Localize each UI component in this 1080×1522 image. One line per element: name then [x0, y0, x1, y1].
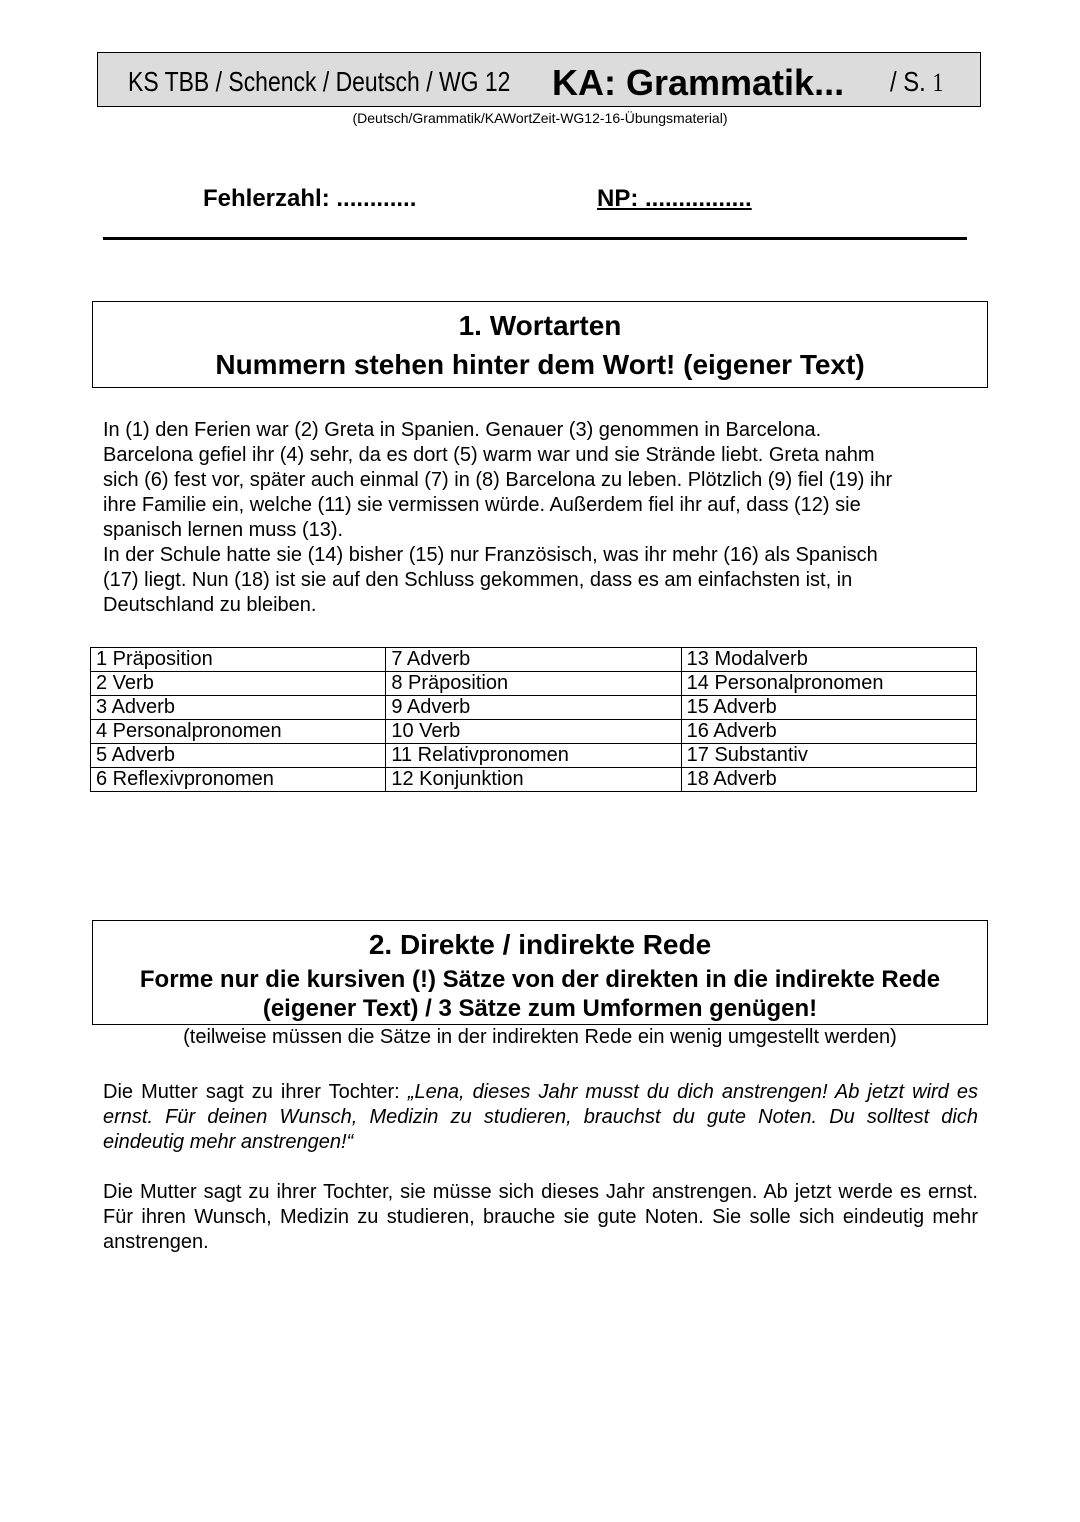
table-cell: 9 Adverb [386, 696, 681, 720]
text-line: Barcelona gefiel ihr (4) sehr, da es dort (5) warm war und sie Strände liebt. Greta nahm [103, 444, 875, 466]
table-cell: 12 Konjunktion [386, 768, 681, 792]
table-row [91, 648, 977, 672]
text-line: (17) liegt. Nun (18) ist sie auf den Schluss gekommen, dass es am einfachsten ist, in [103, 569, 853, 591]
table-row [91, 768, 977, 792]
table-cell: 11 Relativpronomen [386, 744, 681, 768]
text-line: Deutschland zu bleiben. [103, 594, 317, 616]
table-cell: 10 Verb [386, 720, 681, 744]
fehlerzahl-field: Fehlerzahl: ............ [203, 185, 417, 212]
table-cell: 7 Adverb [386, 648, 681, 672]
section2-subtitle-line2: (eigener Text) / 3 Sätze zum Umformen genügen! [262, 995, 818, 1022]
document-path: (Deutsch/Grammatik/KAWortZeit-WG12-16-Übungsmaterial) [352, 110, 728, 126]
table-row [91, 672, 977, 696]
table-cell: 3 Adverb [91, 696, 386, 720]
indirect-speech-paragraph: Die Mutter sagt zu ihrer Tochter, sie müsse sich dieses Jahr anstrengen. Ab jetzt werde es ernst. Für ihren Wunsch, Medizin zu studieren, brauche sie gute Noten. Sie solle sich eindeutig mehr anstrengen. [103, 1181, 978, 1253]
section1-title: 1. Wortarten [458, 310, 622, 341]
text-line: sich (6) fest vor, später auch einmal (7) in (8) Barcelona zu leben. Plötzlich (9) fiel (19) ihr [103, 469, 893, 491]
section1-text [103, 418, 983, 618]
header-title: KA: Grammatik... [552, 62, 845, 103]
table-cell: 13 Modalverb [681, 648, 976, 672]
header-page [890, 66, 943, 98]
table-row [91, 744, 977, 768]
section2-subtitle-line1: Forme nur die kursiven (!) Sätze von der direkten in die indirekte Rede [139, 966, 941, 993]
direct-speech-intro: Die Mutter sagt zu ihrer Tochter: [103, 1081, 408, 1103]
table-cell: 5 Adverb [91, 744, 386, 768]
wortarten-table [90, 647, 977, 792]
table-cell: 1 Präposition [91, 648, 386, 672]
table-cell: 17 Substantiv [681, 744, 976, 768]
table-cell: 14 Personalpronomen [681, 672, 976, 696]
table-cell: 8 Präposition [386, 672, 681, 696]
text-line: In der Schule hatte sie (14) bisher (15) nur Französisch, was ihr mehr (16) als Spanisch [103, 544, 878, 566]
text-line: ihre Familie ein, welche (11) sie vermissen würde. Außerdem fiel ihr auf, dass (12) sie [103, 494, 861, 516]
divider-rule [103, 237, 967, 240]
table-cell: 6 Reflexivpronomen [91, 768, 386, 792]
table-cell: 2 Verb [91, 672, 386, 696]
direct-speech-paragraph [103, 1080, 978, 1155]
section2-note: (teilweise müssen die Sätze in der indirekten Rede ein wenig umgestellt werden) [183, 1026, 897, 1048]
section2-heading-box [92, 920, 988, 1025]
table-cell: 15 Adverb [681, 696, 976, 720]
section1-subtitle: Nummern stehen hinter dem Wort! (eigener Text) [215, 349, 865, 380]
direct-speech-quote: „Lena, dieses Jahr musst du dich anstrengen! Ab jetzt wird es ernst. Für deinen Wunsch, Medizin zu studieren, brauchst du gute Noten. Du solltest dich eindeutig mehr anstrengen!“ [103, 1081, 978, 1153]
page-prefix: / S. [890, 66, 926, 97]
table-row [91, 696, 977, 720]
header-box [97, 52, 981, 107]
np-field: NP: ................ [597, 185, 752, 212]
table-row [91, 720, 977, 744]
header-course-info: KS TBB / Schenck / Deutsch / WG 12 [128, 66, 511, 97]
page-number: 1 [932, 68, 944, 97]
table-cell: 16 Adverb [681, 720, 976, 744]
section1-heading-box [92, 301, 988, 388]
table-cell: 4 Personalpronomen [91, 720, 386, 744]
text-line: In (1) den Ferien war (2) Greta in Spanien. Genauer (3) genommen in Barcelona. [103, 419, 822, 441]
text-line: spanisch lernen muss (13). [103, 519, 344, 541]
table-cell: 18 Adverb [681, 768, 976, 792]
section2-title: 2. Direkte / indirekte Rede [368, 929, 712, 960]
